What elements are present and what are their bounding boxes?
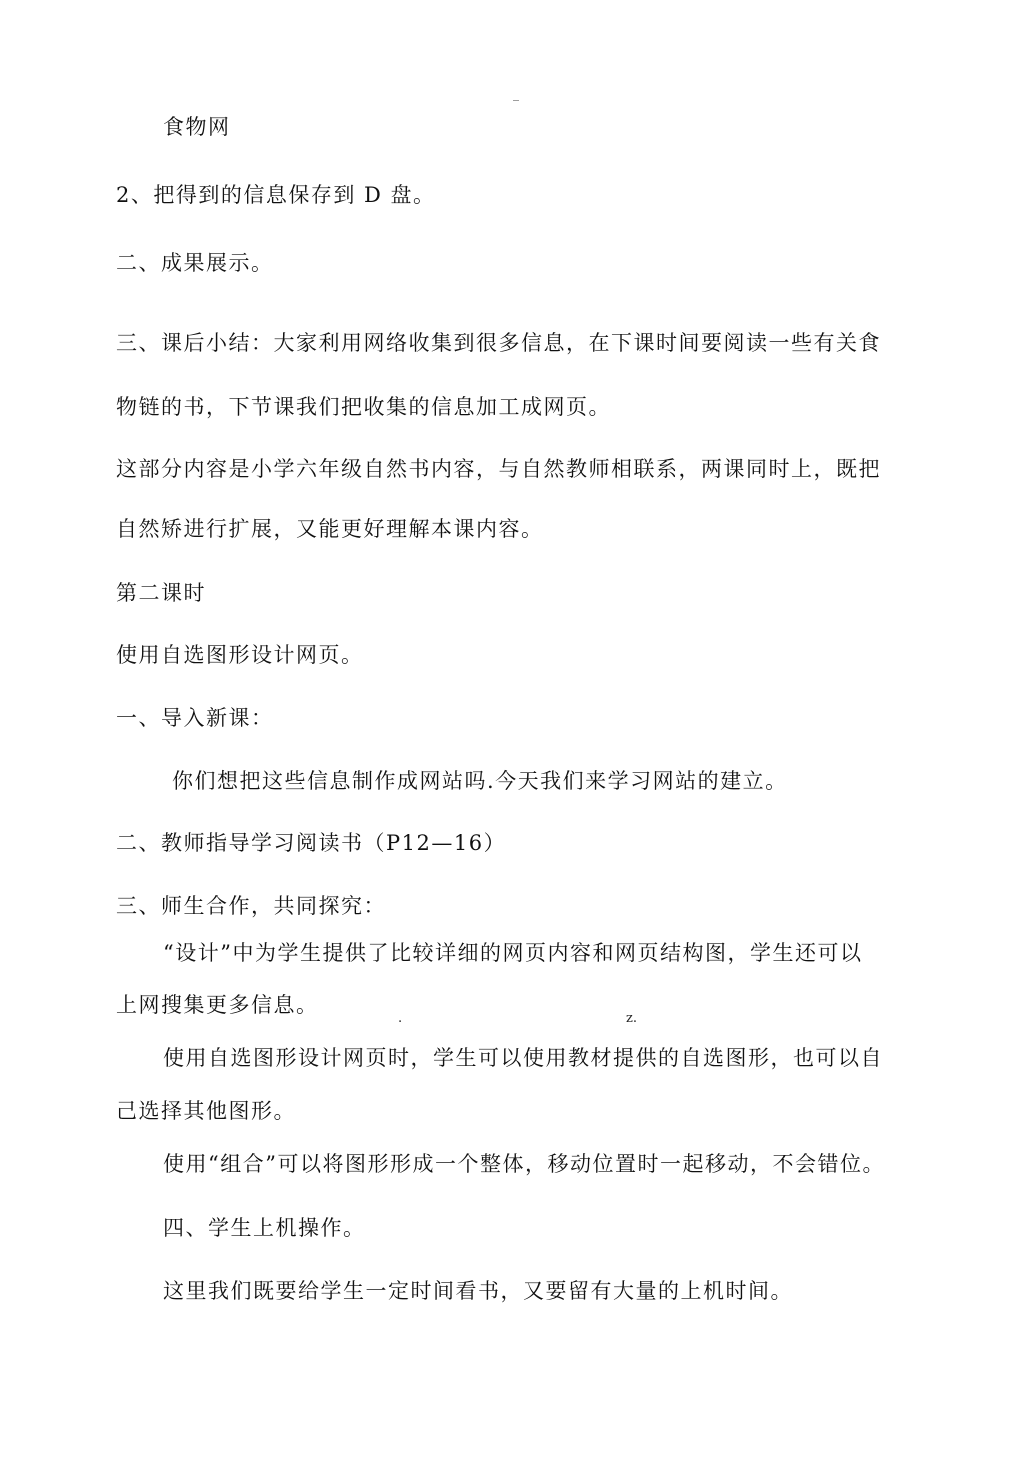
- text-line: 三、师生合作，共同探究：: [116, 894, 386, 918]
- text-line: 三、课后小结：大家利用网络收集到很多信息，在下课时间要阅读一些有关食: [116, 331, 881, 355]
- text-line: 2、把得到的信息保存到 D 盘。: [116, 183, 436, 207]
- text-line: 食物网: [163, 115, 231, 139]
- text-line: 自然矫进行扩展，又能更好理解本课内容。: [116, 517, 544, 541]
- text-line: 使用“组合”可以将图形形成一个整体，移动位置时一起移动，不会错位。: [163, 1152, 885, 1176]
- text-line: 这部分内容是小学六年级自然书内容，与自然教师相联系，两课同时上，既把: [116, 457, 881, 481]
- text-line: 使用自选图形设计网页时，学生可以使用教材提供的自选图形，也可以自: [163, 1046, 883, 1070]
- text-line: 物链的书，下节课我们把收集的信息加工成网页。: [116, 395, 611, 419]
- header-mark: _: [513, 87, 519, 101]
- text-line: 二、教师指导学习阅读书（P12—16）: [116, 831, 507, 855]
- text-line: 己选择其他图形。: [116, 1099, 296, 1123]
- text-line: “设计”中为学生提供了比较详细的网页内容和网页结构图，学生还可以: [163, 941, 863, 965]
- footer-left-mark: .: [398, 1011, 403, 1026]
- text-line: 使用自选图形设计网页。: [116, 643, 364, 667]
- text-line: 一、导入新课：: [116, 706, 274, 730]
- text-line: 二、成果展示。: [116, 251, 274, 275]
- text-line: 你们想把这些信息制作成网站吗.今天我们来学习网站的建立。: [172, 769, 788, 793]
- text-line: 第二课时: [116, 581, 206, 605]
- text-line: 这里我们既要给学生一定时间看书，又要留有大量的上机时间。: [163, 1279, 793, 1303]
- text-line: 上网搜集更多信息。: [116, 993, 319, 1017]
- footer-right-mark: z.: [626, 1011, 637, 1026]
- text-line: 四、学生上机操作。: [163, 1216, 366, 1240]
